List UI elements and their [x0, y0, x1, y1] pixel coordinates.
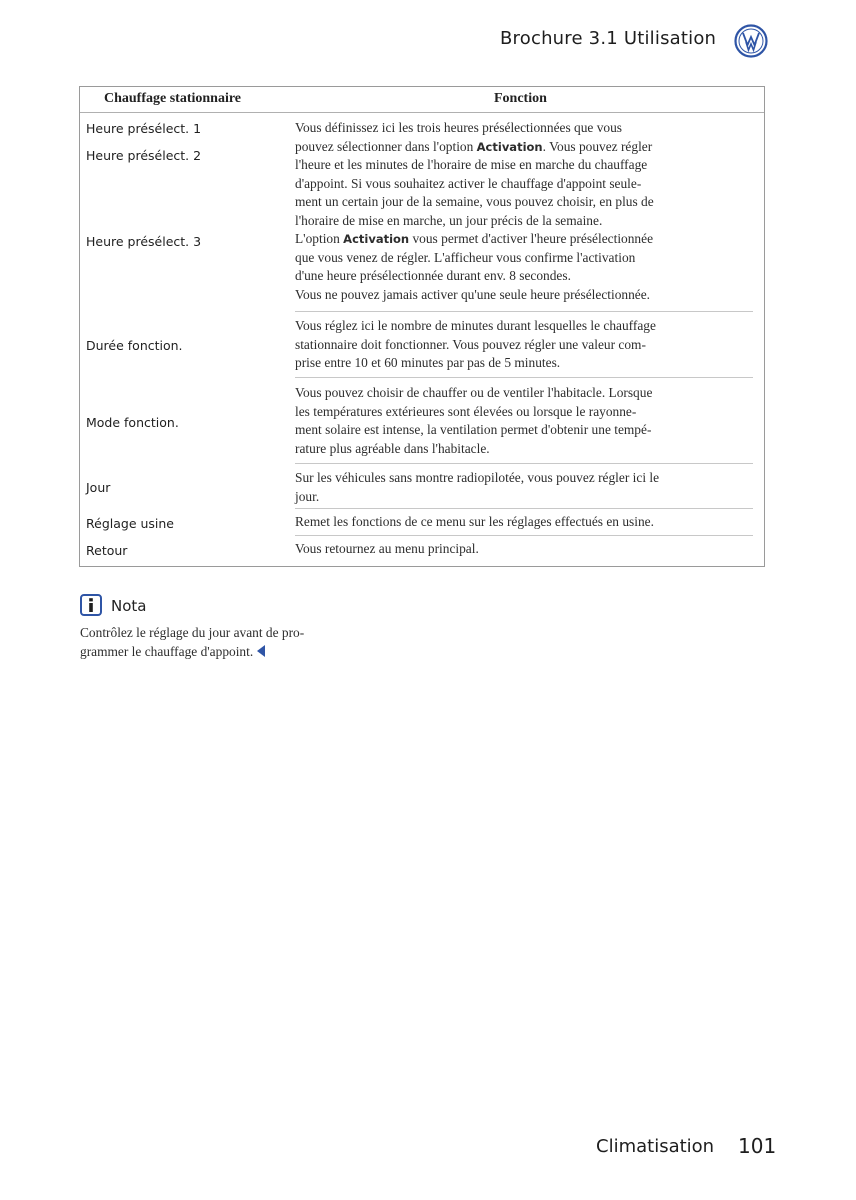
header-title: Brochure 3.1 Utilisation [500, 28, 717, 49]
desc-day: Sur les véhicules sans montre radiopilotée, vous pouvez régler ici le jour. [295, 470, 660, 504]
note-title: Nota [111, 597, 147, 615]
row-label: Réglage usine [86, 516, 175, 531]
footer-section-title: Climatisation [596, 1136, 715, 1157]
function-table [79, 86, 765, 567]
info-icon [80, 594, 102, 616]
row-label: Retour [86, 543, 128, 558]
note-body: Contrôlez le réglage du jour avant de pro- grammer le chauffage d'appoint. [80, 625, 305, 659]
desc-back: Vous retournez au menu principal. [295, 541, 479, 556]
table-header-left: Chauffage stationnaire [104, 91, 242, 106]
row-divider [295, 508, 753, 509]
row-divider [295, 311, 753, 312]
row-divider [295, 377, 753, 378]
page-number: 101 [738, 1134, 777, 1158]
header-divider [80, 112, 764, 113]
desc-preset-times: Vous définissez ici les trois heures présélectionnées que vous pouvez sélectionner dans l'option Activation. Vous pouvez régler l'heure et les minutes de l'horaire de mise en marche du chauffage d'appoint. Si vous souhaitez activer le chauffage d'appoint seule- ment un certain jour de la semaine, vous pouvez choisir, en plus de l'horaire de mise en marche, un jour précis de la semaine. L'option Activation vous permet d'activer l'heure présélectionnée que vous venez de régler. L'afficheur vous confirme l'activation d'une heure présélectionnée durant env. 8 secondes. Vous ne pouvez jamais activer qu'une seule heure présélectionnée. [295, 120, 654, 302]
vw-logo-icon [734, 24, 768, 58]
row-label: Jour [86, 480, 111, 495]
end-arrow-icon [257, 645, 265, 657]
desc-duration: Vous réglez ici le nombre de minutes durant lesquelles le chauffage stationnaire doit fonctionner. Vous pouvez régler une valeur com- prise entre 10 et 60 minutes par pas de 5 minutes. [295, 318, 656, 370]
row-divider [295, 535, 753, 536]
row-label: Heure présélect. 2 [86, 148, 202, 163]
row-label: Heure présélect. 3 [86, 234, 202, 249]
row-divider [295, 463, 753, 464]
row-label: Mode fonction. [86, 415, 179, 430]
row-label: Durée fonction. [86, 338, 183, 353]
desc-factory: Remet les fonctions de ce menu sur les réglages effectués en usine. [295, 514, 654, 529]
desc-mode: Vous pouvez choisir de chauffer ou de ventiler l'habitacle. Lorsque les températures extérieures sont élevées ou lorsque le rayonne- ment solaire est intense, la ventilation permet d'obtenir une tempé- rature plus agréable dans l'habitacle. [295, 385, 653, 456]
table-header-right: Fonction [494, 91, 547, 106]
row-label: Heure présélect. 1 [86, 121, 202, 136]
